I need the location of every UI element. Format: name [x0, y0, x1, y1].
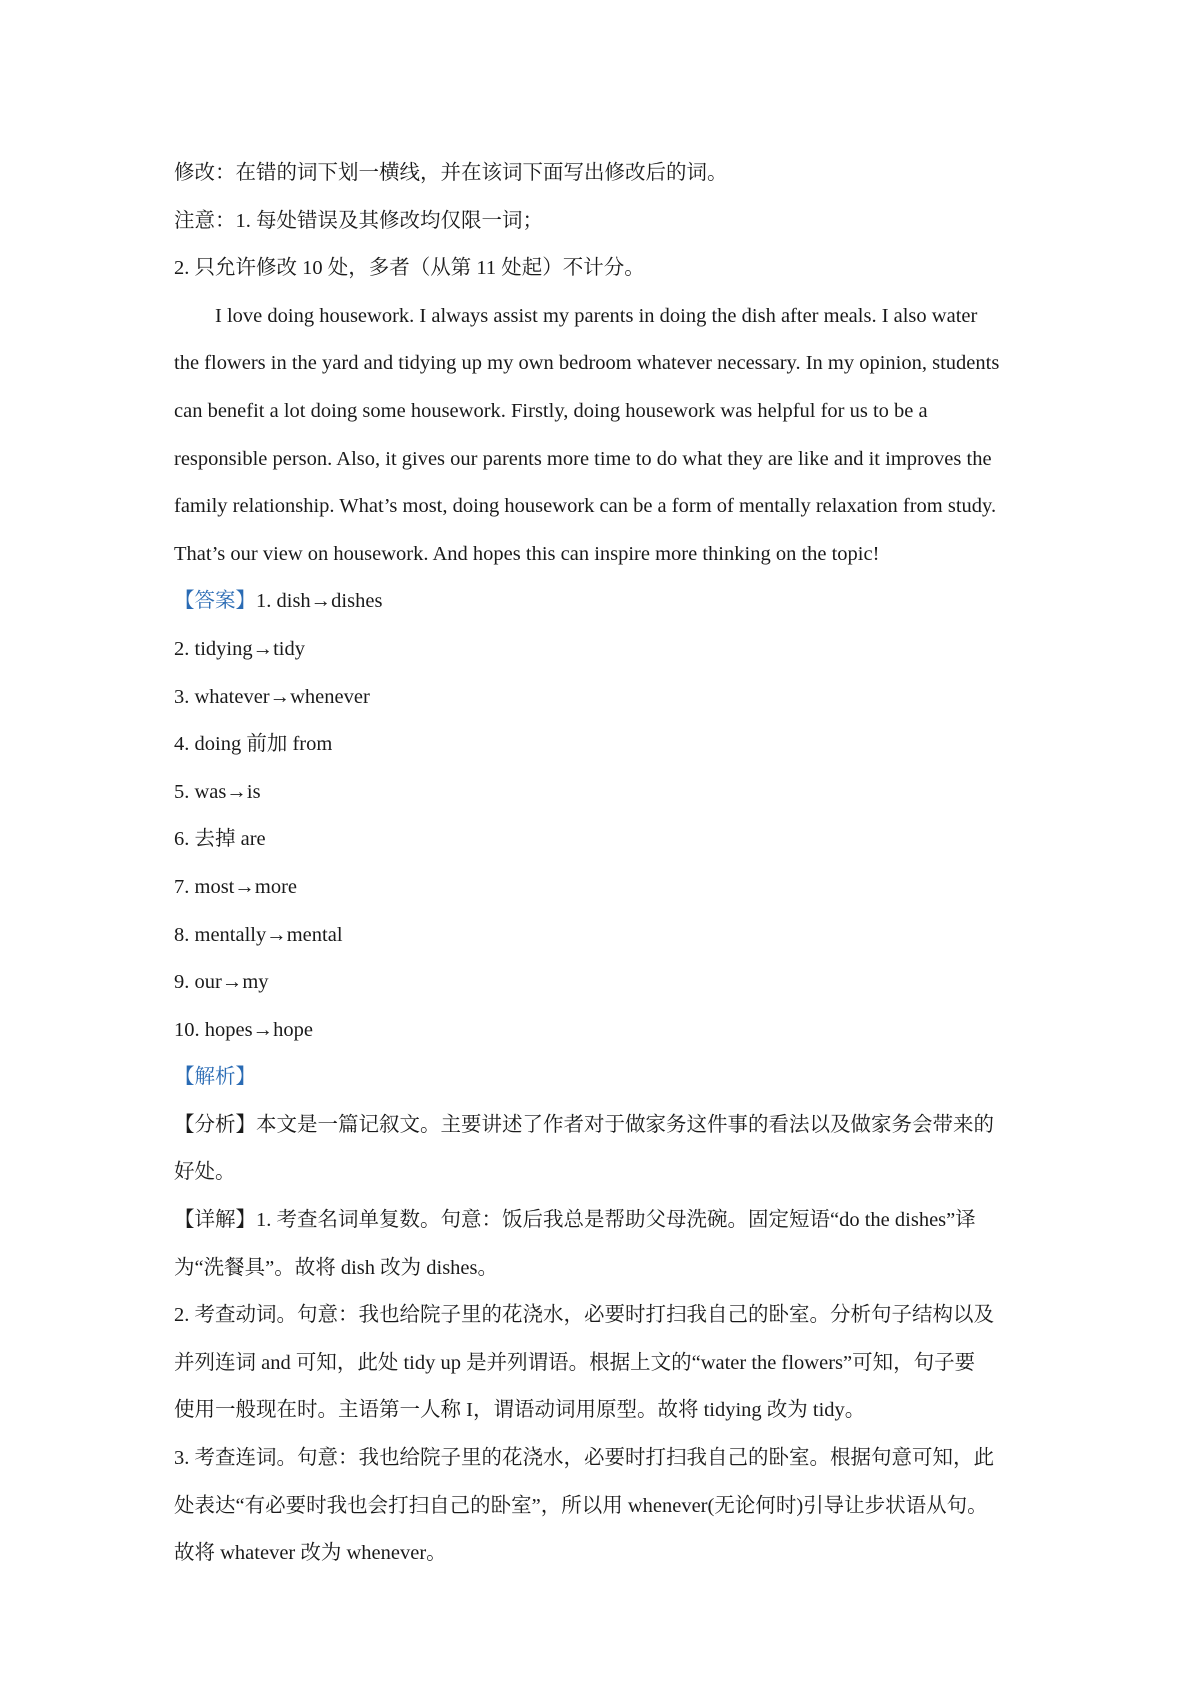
answer-item: 1. dish→dishes — [256, 590, 383, 613]
answer-item: 7. most→more — [174, 875, 297, 898]
answer-item: 3. whatever→whenever — [174, 685, 370, 708]
answer-item: 10. hopes→hope — [174, 1018, 313, 1041]
detail-line-7: 处表达“有必要时我也会打扫自己的卧室”，所以用 whenever(无论何时)引导让步状语从句。 — [174, 1494, 988, 1517]
answer-item: 4. doing 前加 from — [174, 733, 333, 756]
answer-item: 9. our→my — [174, 971, 269, 994]
summary-text: 本文是一篇记叙文。主要讲述了作者对于做家务这件事的看法以及做家务会带来的 — [256, 1113, 994, 1136]
instruction-line-2: 注意：1. 每处错误及其修改均仅限一词； — [174, 209, 543, 232]
summary-line-2: 好处。 — [174, 1161, 236, 1184]
detail-label: 【详解】 — [174, 1209, 256, 1232]
passage-line-2: the flowers in the yard and tidying up my own bedroom whatever necessary. In my opinion, students — [174, 352, 1000, 375]
detail-line-6: 3. 考查连词。句意：我也给院子里的花浇水，必要时打扫我自己的卧室。根据句意可知，此 — [174, 1447, 994, 1470]
instruction-line-1: 修改：在错的词下划一横线，并在该词下面写出修改后的词。 — [174, 162, 728, 184]
answer-label: 【答案】 — [174, 590, 256, 613]
passage-line-1: I love doing housework. I always assist my parents in doing the dish after meals. I also water — [215, 304, 978, 327]
summary-label: 【分析】 — [174, 1113, 256, 1136]
answer-item: 6. 去掉 are — [174, 828, 266, 851]
detail-line-8: 故将 whatever 改为 whenever。 — [174, 1542, 447, 1565]
instruction-line-3: 2. 只允许修改 10 处，多者（从第 11 处起）不计分。 — [174, 257, 645, 280]
detail-line-4: 并列连词 and 可知，此处 tidy up 是并列谓语。根据上文的“water the flowers”可知，句子要 — [174, 1351, 976, 1374]
detail-line-2: 为“洗餐具”。故将 dish 改为 dishes。 — [174, 1256, 498, 1279]
detail-line-5: 使用一般现在时。主语第一人称 I，谓语动词用原型。故将 tidying 改为 tidy。 — [174, 1399, 866, 1422]
detail-text: 1. 考查名词单复数。句意：饭后我总是帮助父母洗碗。固定短语“do the dishes”译 — [256, 1209, 976, 1232]
passage-line-4: responsible person. Also, it gives our parents more time to do what they are like and it improves the — [174, 447, 992, 470]
passage-line-5: family relationship. What’s most, doing housework can be a form of mentally relaxation from study. — [174, 495, 997, 518]
passage-line-6: That’s our view on housework. And hopes this can inspire more thinking on the topic! — [174, 542, 880, 565]
answer-line-1 — [174, 578, 1040, 626]
document-page — [174, 150, 1040, 1578]
answer-item: 5. was→is — [174, 780, 261, 803]
analysis-label: 【解析】 — [174, 1066, 256, 1089]
passage-line-3: can benefit a lot doing some housework. Firstly, doing housework was helpful for us to be a — [174, 399, 928, 422]
answer-item: 2. tidying→tidy — [174, 637, 305, 660]
detail-line-3: 2. 考查动词。句意：我也给院子里的花浇水，必要时打扫我自己的卧室。分析句子结构以及 — [174, 1304, 994, 1327]
answer-item: 8. mentally→mental — [174, 923, 343, 946]
analysis-heading — [174, 1054, 1040, 1102]
summary-line-1 — [174, 1102, 1040, 1150]
detail-line-1 — [174, 1197, 1040, 1245]
